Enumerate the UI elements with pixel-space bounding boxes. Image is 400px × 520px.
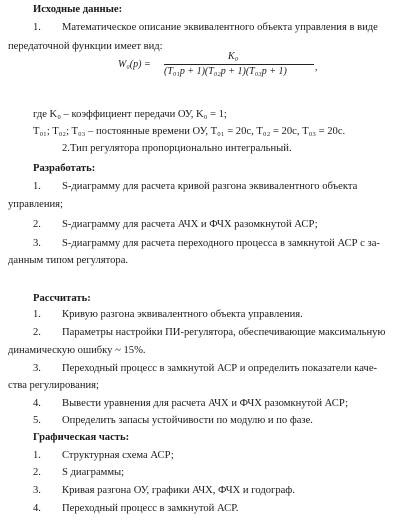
calc-item-2-line1: Параметры настройки ПИ-регулятора, обеспечивающие максимальную [62, 327, 386, 338]
graphic-item-2-number: 2. [33, 467, 41, 478]
develop-item-1-number: 1. [33, 181, 41, 192]
develop-item-1-line1: S-диаграмму для расчета кривой разгона эквивалентного объекта [62, 181, 358, 192]
calc-item-4-number: 4. [33, 398, 41, 409]
graphic-item-1-line1: Структурная схема АСР; [62, 450, 174, 461]
formula-denominator: (T₀₁p + 1)(T₀₂p + 1)(T₀₃p + 1) [164, 66, 287, 77]
item-number: 1. [33, 22, 41, 33]
item1-line2: передаточной функции имеет вид: [8, 41, 163, 52]
calc-item-3-line2: ства регулирования; [8, 380, 99, 391]
graphic-item-4-line1: Переходный процесс в замкнутой АСР. [62, 503, 239, 514]
graphic-item-1-number: 1. [33, 450, 41, 461]
develop-item-2-number: 2. [33, 219, 41, 230]
graphic-item-2-line1: S диаграммы; [62, 467, 125, 478]
heading-develop: Разработать: [33, 163, 96, 174]
time-constants-line: T₀₁; T₀₂; T₀₃ – постоянные времени ОУ, T₀₁ = 20с, T₀₂ = 20с, T₀₃ = 20с. [33, 126, 346, 137]
heading-initial-data: Исходные данные: [33, 4, 123, 15]
heading-calculate: Рассчитать: [33, 293, 91, 304]
formula-numerator: K₀ [228, 51, 239, 62]
develop-item-3-line1: S-диаграмму для расчета переходного процесса в замкнутой АСР с за- [62, 238, 380, 249]
k0-definition: где K₀ – коэффициент передачи ОУ, K₀ = 1; [33, 109, 227, 120]
calc-item-5-line1: Определить запасы устойчивости по модулю и по фазе. [62, 415, 313, 426]
transfer-function-formula [118, 51, 318, 81]
graphic-item-4-number: 4. [33, 503, 41, 514]
heading-graphic-part: Графическая часть: [33, 432, 130, 443]
develop-item-3-line2: данным типом регулятора. [8, 255, 129, 266]
calc-item-3-number: 3. [33, 363, 41, 374]
calc-item-4-line1: Вывести уравнения для расчета АЧХ и ФЧХ разомкнутой АСР; [62, 398, 349, 409]
formula-lhs: W₀(p) = [118, 59, 151, 70]
calc-item-1-number: 1. [33, 309, 41, 320]
fraction-bar [164, 64, 314, 65]
graphic-item-3-line1: Кривая разгона ОУ, графики АЧХ, ФЧХ и годограф. [62, 485, 295, 496]
develop-item-2-line1: S-диаграмму для расчета АЧХ и ФЧХ разомкнутой АСР; [62, 219, 318, 230]
item1-line1: Математическое описание эквивалентного объекта управления в виде [62, 22, 378, 33]
develop-item-3-number: 3. [33, 238, 41, 249]
calc-item-2-line2: динамическую ошибку ~ 15%. [8, 345, 146, 356]
formula-comma: , [315, 62, 318, 73]
calc-item-5-number: 5. [33, 415, 41, 426]
graphic-item-3-number: 3. [33, 485, 41, 496]
calc-item-2-number: 2. [33, 327, 41, 338]
regulator-type-line: 2.Тип регулятора пропорционально интегральный. [62, 143, 292, 154]
calc-item-1-line1: Кривую разгона эквивалентного объекта управления. [62, 309, 303, 320]
calc-item-3-line1: Переходный процесс в замкнутой АСР и определить показатели каче- [62, 363, 378, 374]
develop-item-1-line2: управления; [8, 199, 63, 210]
